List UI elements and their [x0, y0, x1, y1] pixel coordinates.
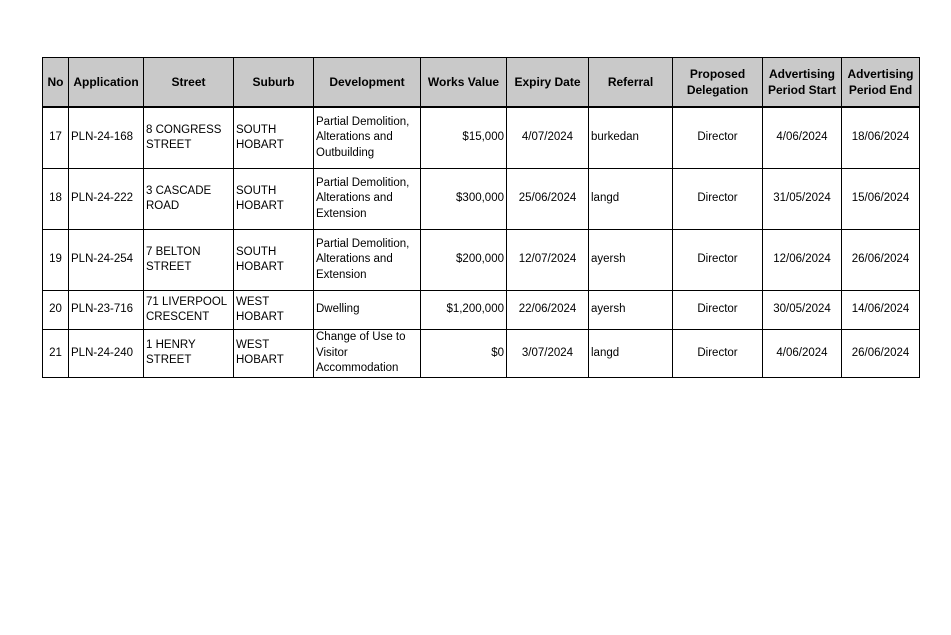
cell-referral: ayersh [589, 230, 673, 291]
cell-works-value: $300,000 [421, 169, 507, 230]
cell-no: 18 [43, 169, 69, 230]
cell-adv-start: 30/05/2024 [763, 291, 842, 330]
cell-works-value: $0 [421, 330, 507, 378]
cell-adv-end: 15/06/2024 [842, 169, 920, 230]
cell-referral: ayersh [589, 291, 673, 330]
cell-development: Partial Demolition, Alterations and Extension [314, 169, 421, 230]
header-proposed-delegation: Proposed Delegation [673, 58, 763, 108]
cell-application: PLN-24-222 [69, 169, 144, 230]
cell-referral: langd [589, 330, 673, 378]
cell-delegation: Director [673, 169, 763, 230]
header-development: Development [314, 58, 421, 108]
cell-expiry-date: 4/07/2024 [507, 107, 589, 169]
cell-street: 3 CASCADE ROAD [144, 169, 234, 230]
cell-suburb: SOUTH HOBART [234, 230, 314, 291]
cell-expiry-date: 25/06/2024 [507, 169, 589, 230]
header-expiry-date: Expiry Date [507, 58, 589, 108]
cell-application: PLN-23-716 [69, 291, 144, 330]
cell-no: 17 [43, 107, 69, 169]
cell-development: Partial Demolition, Alterations and Extension [314, 230, 421, 291]
cell-development: Dwelling [314, 291, 421, 330]
cell-delegation: Director [673, 107, 763, 169]
cell-works-value: $200,000 [421, 230, 507, 291]
cell-works-value: $1,200,000 [421, 291, 507, 330]
cell-street: 7 BELTON STREET [144, 230, 234, 291]
header-application: Application [69, 58, 144, 108]
cell-adv-end: 14/06/2024 [842, 291, 920, 330]
cell-delegation: Director [673, 230, 763, 291]
header-advertising-start: Advertising Period Start [763, 58, 842, 108]
header-no: No [43, 58, 69, 108]
cell-application: PLN-24-168 [69, 107, 144, 169]
cell-application: PLN-24-254 [69, 230, 144, 291]
cell-application: PLN-24-240 [69, 330, 144, 378]
header-referral: Referral [589, 58, 673, 108]
cell-expiry-date: 3/07/2024 [507, 330, 589, 378]
cell-adv-start: 31/05/2024 [763, 169, 842, 230]
cell-development: Change of Use to Visitor Accommodation [314, 330, 421, 378]
header-street: Street [144, 58, 234, 108]
cell-adv-end: 18/06/2024 [842, 107, 920, 169]
cell-referral: langd [589, 169, 673, 230]
cell-referral: burkedan [589, 107, 673, 169]
table-row [43, 169, 920, 230]
table-row [43, 230, 920, 291]
cell-suburb: SOUTH HOBART [234, 107, 314, 169]
cell-works-value: $15,000 [421, 107, 507, 169]
cell-street: 1 HENRY STREET [144, 330, 234, 378]
cell-suburb: WEST HOBART [234, 330, 314, 378]
table-row [43, 107, 920, 169]
cell-expiry-date: 12/07/2024 [507, 230, 589, 291]
cell-adv-end: 26/06/2024 [842, 330, 920, 378]
applications-table [42, 57, 920, 378]
cell-street: 8 CONGRESS STREET [144, 107, 234, 169]
cell-expiry-date: 22/06/2024 [507, 291, 589, 330]
cell-no: 21 [43, 330, 69, 378]
cell-adv-start: 4/06/2024 [763, 107, 842, 169]
cell-suburb: WEST HOBART [234, 291, 314, 330]
cell-suburb: SOUTH HOBART [234, 169, 314, 230]
cell-no: 19 [43, 230, 69, 291]
cell-development: Partial Demolition, Alterations and Outbuilding [314, 107, 421, 169]
header-works-value: Works Value [421, 58, 507, 108]
table-header-row [43, 58, 920, 108]
table-row [43, 291, 920, 330]
header-advertising-end: Advertising Period End [842, 58, 920, 108]
cell-adv-start: 4/06/2024 [763, 330, 842, 378]
cell-street: 71 LIVERPOOL CRESCENT [144, 291, 234, 330]
table-row [43, 330, 920, 378]
cell-adv-end: 26/06/2024 [842, 230, 920, 291]
cell-adv-start: 12/06/2024 [763, 230, 842, 291]
cell-delegation: Director [673, 330, 763, 378]
header-suburb: Suburb [234, 58, 314, 108]
cell-no: 20 [43, 291, 69, 330]
cell-delegation: Director [673, 291, 763, 330]
